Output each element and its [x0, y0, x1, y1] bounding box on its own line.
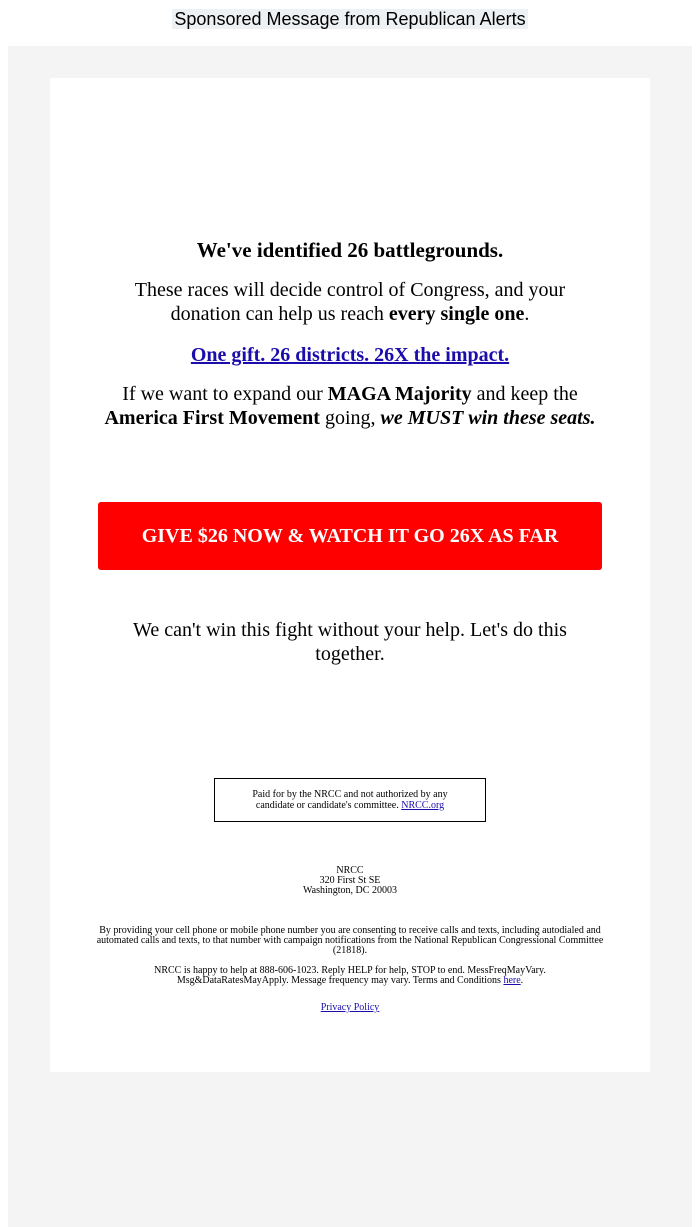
gift-paragraph — [98, 342, 602, 368]
america-first-bold: America First Movement — [104, 407, 320, 429]
nrcc-org-link[interactable]: NRCC.org — [401, 800, 445, 811]
sms-consent-text: By providing your cell phone or mobile phone number you are consenting to receive calls and texts, including autodialed and automated calls and texts, to that number with campaign notifications from the National Republican Congressional Committee (21818). — [96, 925, 604, 956]
give-now-button[interactable] — [98, 502, 602, 570]
email-outer-wrapper — [8, 46, 692, 1227]
terms-here-link[interactable]: here — [503, 975, 521, 986]
help-paragraph: We can't win this fight without your help. Let's do this together. — [133, 619, 567, 665]
give-now-button-label: GIVE $26 NOW & WATCH IT GO 26X AS FAR — [141, 525, 559, 547]
address-org: NRCC — [336, 865, 364, 876]
maga-majority-bold: MAGA Majority — [327, 383, 472, 405]
gift-link[interactable]: One gift. 26 districts. 26X the impact. — [190, 344, 510, 366]
terms-text-body: NRCC is happy to help at 888-606-1023. Reply HELP for help, STOP to end. MessFreqMayVary. Msg&DataRatesMayApply. Message frequency may vary. Terms and Conditions — [154, 965, 546, 986]
headline: We've identified 26 battlegrounds. — [196, 238, 504, 262]
terms-text-suffix: . — [520, 975, 524, 986]
privacy-policy-link[interactable]: Privacy Policy — [320, 1002, 380, 1013]
paid-for-text: Paid for by the NRCC and not authorized by any candidate or candidate's committee. — [252, 789, 448, 811]
maga-text-3: going, — [319, 407, 381, 429]
paid-for-disclaimer — [214, 778, 486, 822]
address-city: Washington, DC 20003 — [303, 885, 397, 896]
must-win-emphasis: we MUST win these seats. — [380, 407, 596, 429]
address-street: 320 First St SE — [319, 875, 381, 886]
maga-paragraph — [98, 382, 602, 430]
races-text: These races will decide control of Congress, and your donation can help us reach — [134, 279, 566, 325]
mailing-address — [98, 866, 602, 896]
paid-for-text-wrap — [235, 789, 465, 811]
maga-text-1: If we want to expand our — [122, 383, 328, 405]
races-paragraph — [98, 278, 602, 326]
races-bold-text: every single one — [388, 303, 525, 325]
sponsored-banner — [0, 6, 700, 32]
races-suffix: . — [524, 303, 530, 325]
terms-text — [98, 966, 602, 986]
email-card — [50, 78, 650, 1072]
privacy-paragraph — [98, 1003, 602, 1013]
maga-text-2: and keep the — [471, 383, 578, 405]
sponsored-banner-text: Sponsored Message from Republican Alerts — [174, 9, 526, 29]
